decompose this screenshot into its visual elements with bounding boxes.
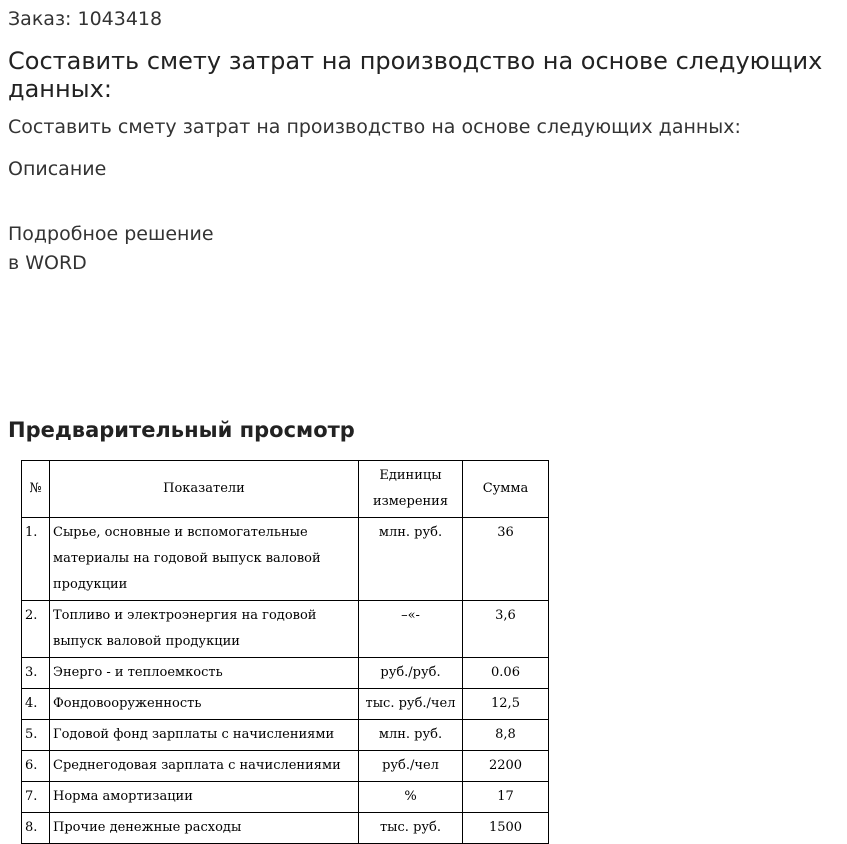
table-row	[22, 720, 549, 751]
table-row	[22, 813, 549, 844]
row-sum: 17	[463, 782, 549, 813]
row-name: Топливо и электроэнергия на годовой выпуск валовой продукции	[50, 601, 359, 658]
row-unit: млн. руб.	[359, 720, 463, 751]
description-line-2: в WORD	[8, 252, 87, 274]
row-sum: 3,6	[463, 601, 549, 658]
row-num: 7.	[22, 782, 50, 813]
table-row	[22, 518, 549, 601]
row-unit: руб./руб.	[359, 658, 463, 689]
row-name: Фондовооруженность	[50, 689, 359, 720]
table-row	[22, 782, 549, 813]
row-unit: –«-	[359, 601, 463, 658]
description-text	[8, 220, 214, 278]
row-sum: 36	[463, 518, 549, 601]
page-title: Составить смету затрат на производство на основе следующих данных:	[8, 47, 823, 103]
row-num: 4.	[22, 689, 50, 720]
row-name: Среднегодовая зарплата с начислениями	[50, 751, 359, 782]
row-num: 1.	[22, 518, 50, 601]
row-num: 5.	[22, 720, 50, 751]
row-name: Энерго - и теплоемкость	[50, 658, 359, 689]
row-num: 6.	[22, 751, 50, 782]
row-unit: тыс. руб.	[359, 813, 463, 844]
row-name: Прочие денежные расходы	[50, 813, 359, 844]
header-sum: Сумма	[463, 461, 549, 518]
header-num: №	[22, 461, 50, 518]
row-num: 2.	[22, 601, 50, 658]
description-label: Описание	[8, 158, 107, 180]
row-sum: 8,8	[463, 720, 549, 751]
task-subtitle: Составить смету затрат на производство на основе следующих данных:	[8, 116, 741, 138]
description-line-1: Подробное решение	[8, 223, 214, 245]
header-unit-line-1: Единицы	[379, 468, 442, 483]
preview-heading: Предварительный просмотр	[8, 418, 355, 442]
header-name: Показатели	[50, 461, 359, 518]
table-row	[22, 751, 549, 782]
table-row	[22, 601, 549, 658]
header-unit-line-2: измерения	[372, 494, 449, 509]
table-header-row	[22, 461, 549, 518]
row-name: Норма амортизации	[50, 782, 359, 813]
row-name: Сырье, основные и вспомогательные материалы на годовой выпуск валовой продукции	[50, 518, 359, 601]
row-sum: 0.06	[463, 658, 549, 689]
row-unit: руб./чел	[359, 751, 463, 782]
table-row	[22, 658, 549, 689]
row-num: 8.	[22, 813, 50, 844]
row-sum: 1500	[463, 813, 549, 844]
preview-table	[21, 460, 549, 844]
row-unit: тыс. руб./чел	[359, 689, 463, 720]
row-num: 3.	[22, 658, 50, 689]
row-sum: 12,5	[463, 689, 549, 720]
order-number: Заказ: 1043418	[8, 8, 163, 30]
row-unit: млн. руб.	[359, 518, 463, 601]
table-row	[22, 689, 549, 720]
row-name: Годовой фонд зарплаты с начислениями	[50, 720, 359, 751]
row-sum: 2200	[463, 751, 549, 782]
header-unit	[359, 461, 463, 518]
row-unit: %	[359, 782, 463, 813]
